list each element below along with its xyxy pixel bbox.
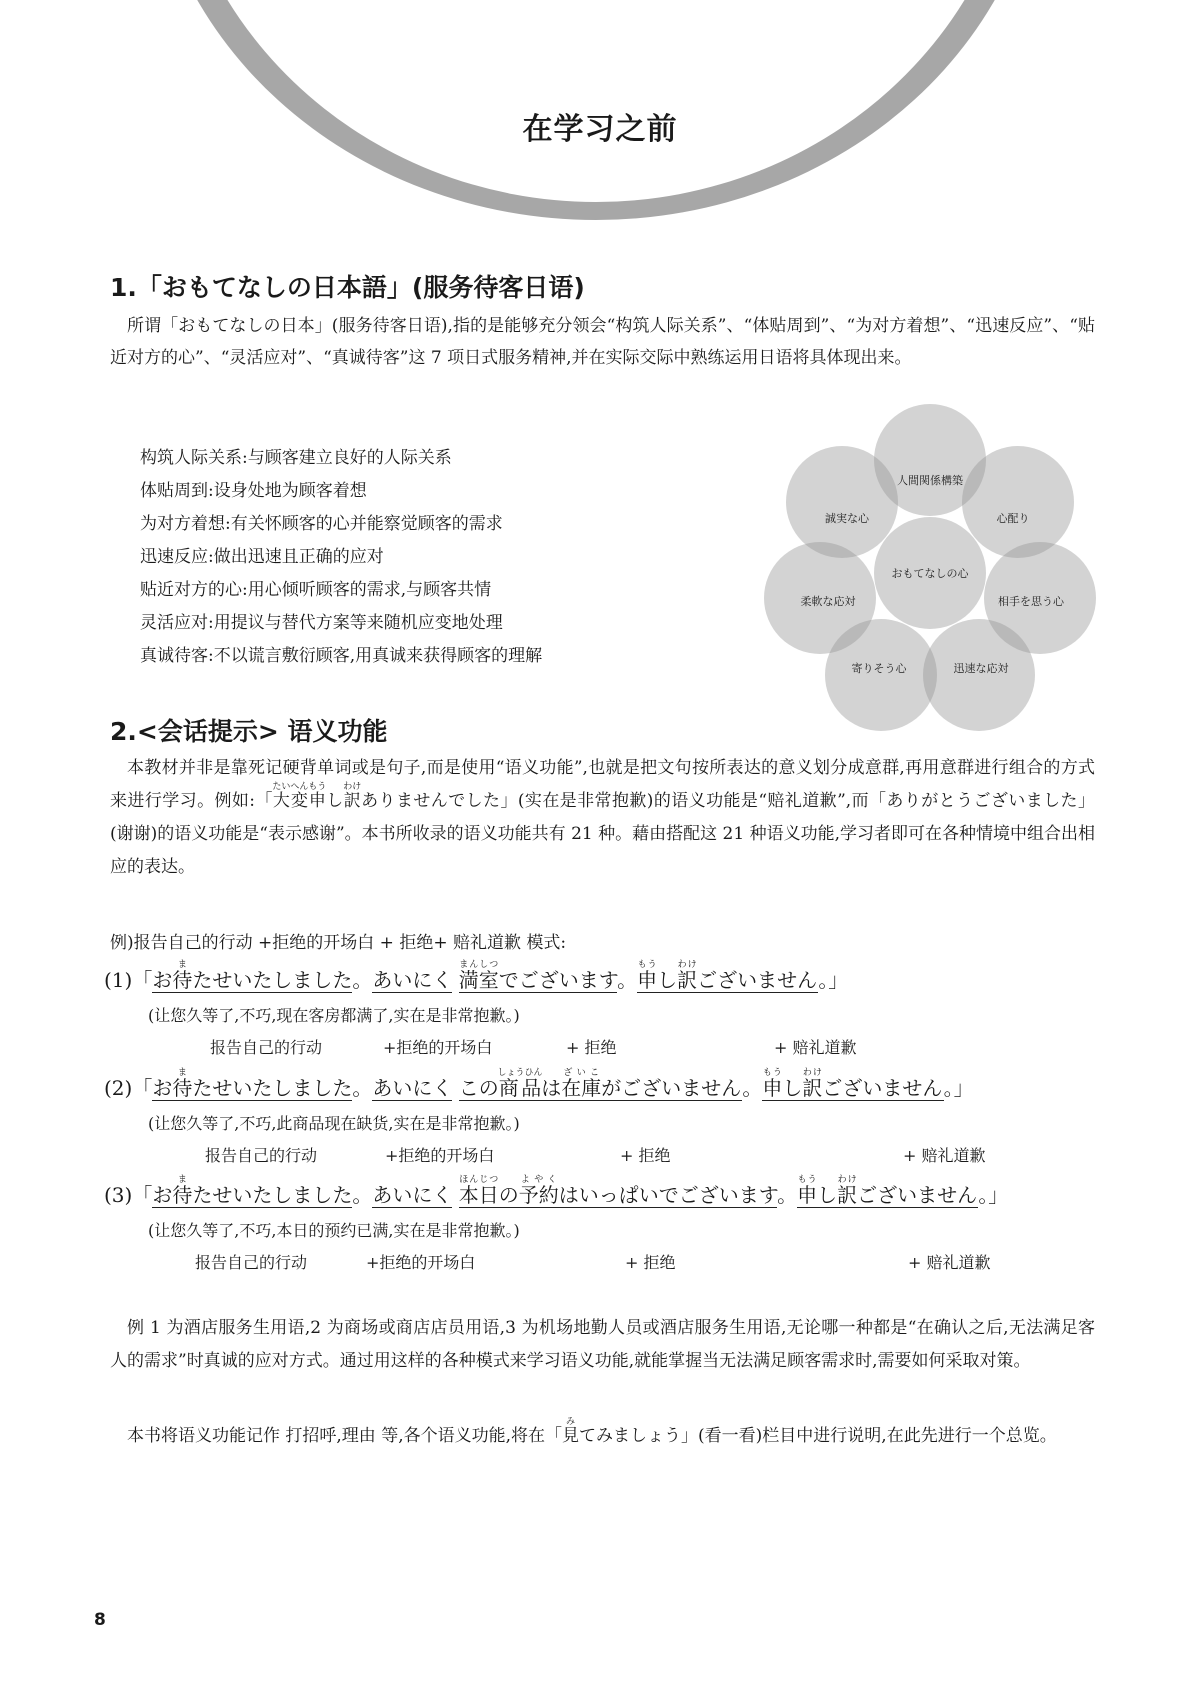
closing-paragraph-1: 例 1 为酒店服务生用语,2 为商场或商店店员用语,3 为机场地勤人员或酒店服务生用语,无论哪一种都是“在确认之后,无法满足客人的需求”时真诚的应对方式。通过用这样的各种模式来学习语义功能,就能掌握当无法满足顾客需求时,需要如何采取对策。: [110, 1318, 1095, 1371]
ruby-word: 訳わけ: [343, 782, 362, 811]
definition-item: 灵活应对:用提议与替代方案等来随机应变地处理: [140, 613, 503, 633]
function-label: + 拒绝: [566, 1038, 617, 1057]
segment-opener: あいにく: [372, 1076, 453, 1100]
function-label: 报告自己的行动: [195, 1253, 308, 1272]
page-title: 在学习之前: [522, 112, 678, 147]
diagram-petal-label: 柔軟な応対: [800, 595, 856, 608]
example-heading: 例)报告自己的行动 +拒绝的开场白 + 拒绝+ 赔礼道歉 模式:: [110, 933, 567, 953]
ruby-word: 申もう: [308, 782, 327, 811]
diagram-petal-label: 迅速な応対: [953, 662, 1009, 675]
example-translation-1: (让您久等了,不巧,现在客房都满了,实在是非常抱歉。): [148, 1006, 520, 1025]
definition-item: 真诚待客:不以谎言敷衍顾客,用真诚来获得顾客的理解: [140, 646, 543, 666]
function-label: + 赔礼道歉: [774, 1038, 857, 1057]
example-sentence-3: (3)「お待またせいたしました。あいにく 本日ほんじつの予約よやくはいっぱいでございます。申もうし訳わけございません。」: [104, 1175, 1009, 1207]
definition-item: 构筑人际关系:与顾客建立良好的人际关系: [140, 448, 452, 468]
definition-item: 为对方着想:有关怀顾客的心并能察觉顾客的需求: [140, 514, 503, 534]
section2-paragraph: 本教材并非是靠死记硬背单词或是句子,而是使用“语义功能”,也就是把文句按所表达的意义划分成意群,再用意群进行组合的方式来进行学习。例如:「大変たいへん申もうし訳わけありませんでした」(实在是非常抱歉)的语义功能是“赔礼道歉”,而「ありがとうございました」(谢谢)的语义功能是“表示感谢”。本书所收录的语义功能共有 21 种。藉由搭配这 21 种语义功能,学习者即可在各种情境中组合出相应的表达。: [110, 758, 1095, 877]
definition-item: 迅速反应:做出迅速且正确的应对: [140, 547, 384, 567]
segment-apology: 申もうし訳わけございません: [762, 1068, 944, 1100]
segment-refusal: この商品しょうひんは在庫ざいこがございません: [458, 1068, 743, 1100]
segment-apology: 申もうし訳わけございません: [637, 960, 819, 992]
diagram-petal-label: 寄りそう心: [851, 662, 907, 675]
diagram-petal-circle: [962, 446, 1074, 558]
definition-item: 体贴周到:设身处地为顾客着想: [140, 481, 367, 501]
example-sentence-1: (1)「お待またせいたしました。あいにく 満室まんしつでございます。申もうし訳わけございません。」: [104, 960, 849, 992]
segment-report: お待またせいたしました: [152, 960, 353, 992]
segment-apology: 申もうし訳わけございません: [797, 1175, 979, 1207]
segment-report: お待またせいたしました: [152, 1068, 353, 1100]
diagram-petal-label: 人間関係構築: [897, 474, 963, 487]
segment-opener: あいにく: [372, 1183, 453, 1207]
section1-paragraph: 所谓「おもてなしの日本」(服务待客日语),指的是能够充分领会“构筑人际关系”、“体贴周到”、“为对方着想”、“迅速反应”、“贴近对方的心”、“灵活应对”、“真诚待客”这 7 项日式服务精神,并在实际交际中熟练运用日语将具体现出来。: [110, 316, 1095, 368]
function-label: + 拒绝: [620, 1146, 671, 1165]
closing-paragraph-2: 本书将语义功能记作 打招呼,理由 等,各个语义功能,将在「見みてみましょう」(看一看)栏目中进行说明,在此先进行一个总览。: [127, 1417, 1057, 1446]
function-label: 报告自己的行动: [210, 1038, 323, 1057]
function-label: + 拒绝: [625, 1253, 676, 1272]
diagram-petal-label: 相手を思う心: [998, 595, 1064, 608]
section2-heading: 2.<会话提示> 语义功能: [110, 717, 388, 746]
example-translation-2: (让您久等了,不巧,此商品现在缺货,实在是非常抱歉。): [148, 1114, 520, 1133]
diagram-petal-label: 心配り: [996, 512, 1030, 525]
function-label: +拒绝的开场白: [383, 1038, 493, 1057]
function-label: 报告自己的行动: [205, 1146, 318, 1165]
definition-item: 贴近对方的心:用心倾听顾客的需求,与顾客共情: [140, 580, 492, 600]
segment-opener: あいにく: [372, 968, 453, 992]
segment-refusal: 本日ほんじつの予約よやくはいっぱいでございます: [458, 1175, 778, 1207]
segment-report: お待またせいたしました: [152, 1175, 353, 1207]
ruby-word: 見み: [562, 1417, 580, 1446]
example-sentence-2: (2)「お待またせいたしました。あいにく この商品しょうひんは在庫ざいこがございません。申もうし訳わけございません。」: [104, 1068, 974, 1100]
diagram-center-label: おもてなしの心: [891, 567, 969, 580]
diagram-petal-circle: [786, 446, 898, 558]
function-label: +拒绝的开场白: [366, 1253, 476, 1272]
page-number: 8: [94, 1610, 106, 1630]
diagram-petal-label: 誠実な心: [825, 512, 869, 525]
omotenashi-flower-diagram: [785, 428, 1075, 718]
function-label: + 赔礼道歉: [903, 1146, 986, 1165]
function-label: +拒绝的开场白: [385, 1146, 495, 1165]
segment-refusal: 満室まんしつでございます: [458, 960, 618, 992]
ruby-word: 大変たいへん: [272, 782, 309, 811]
function-label: + 赔礼道歉: [908, 1253, 991, 1272]
definition-list: [140, 442, 542, 673]
example-translation-3: (让您久等了,不巧,本日的预约已满,实在是非常抱歉。): [148, 1221, 520, 1240]
section1-heading: 1.「おもてなしの日本語」(服务待客日语): [110, 273, 585, 302]
